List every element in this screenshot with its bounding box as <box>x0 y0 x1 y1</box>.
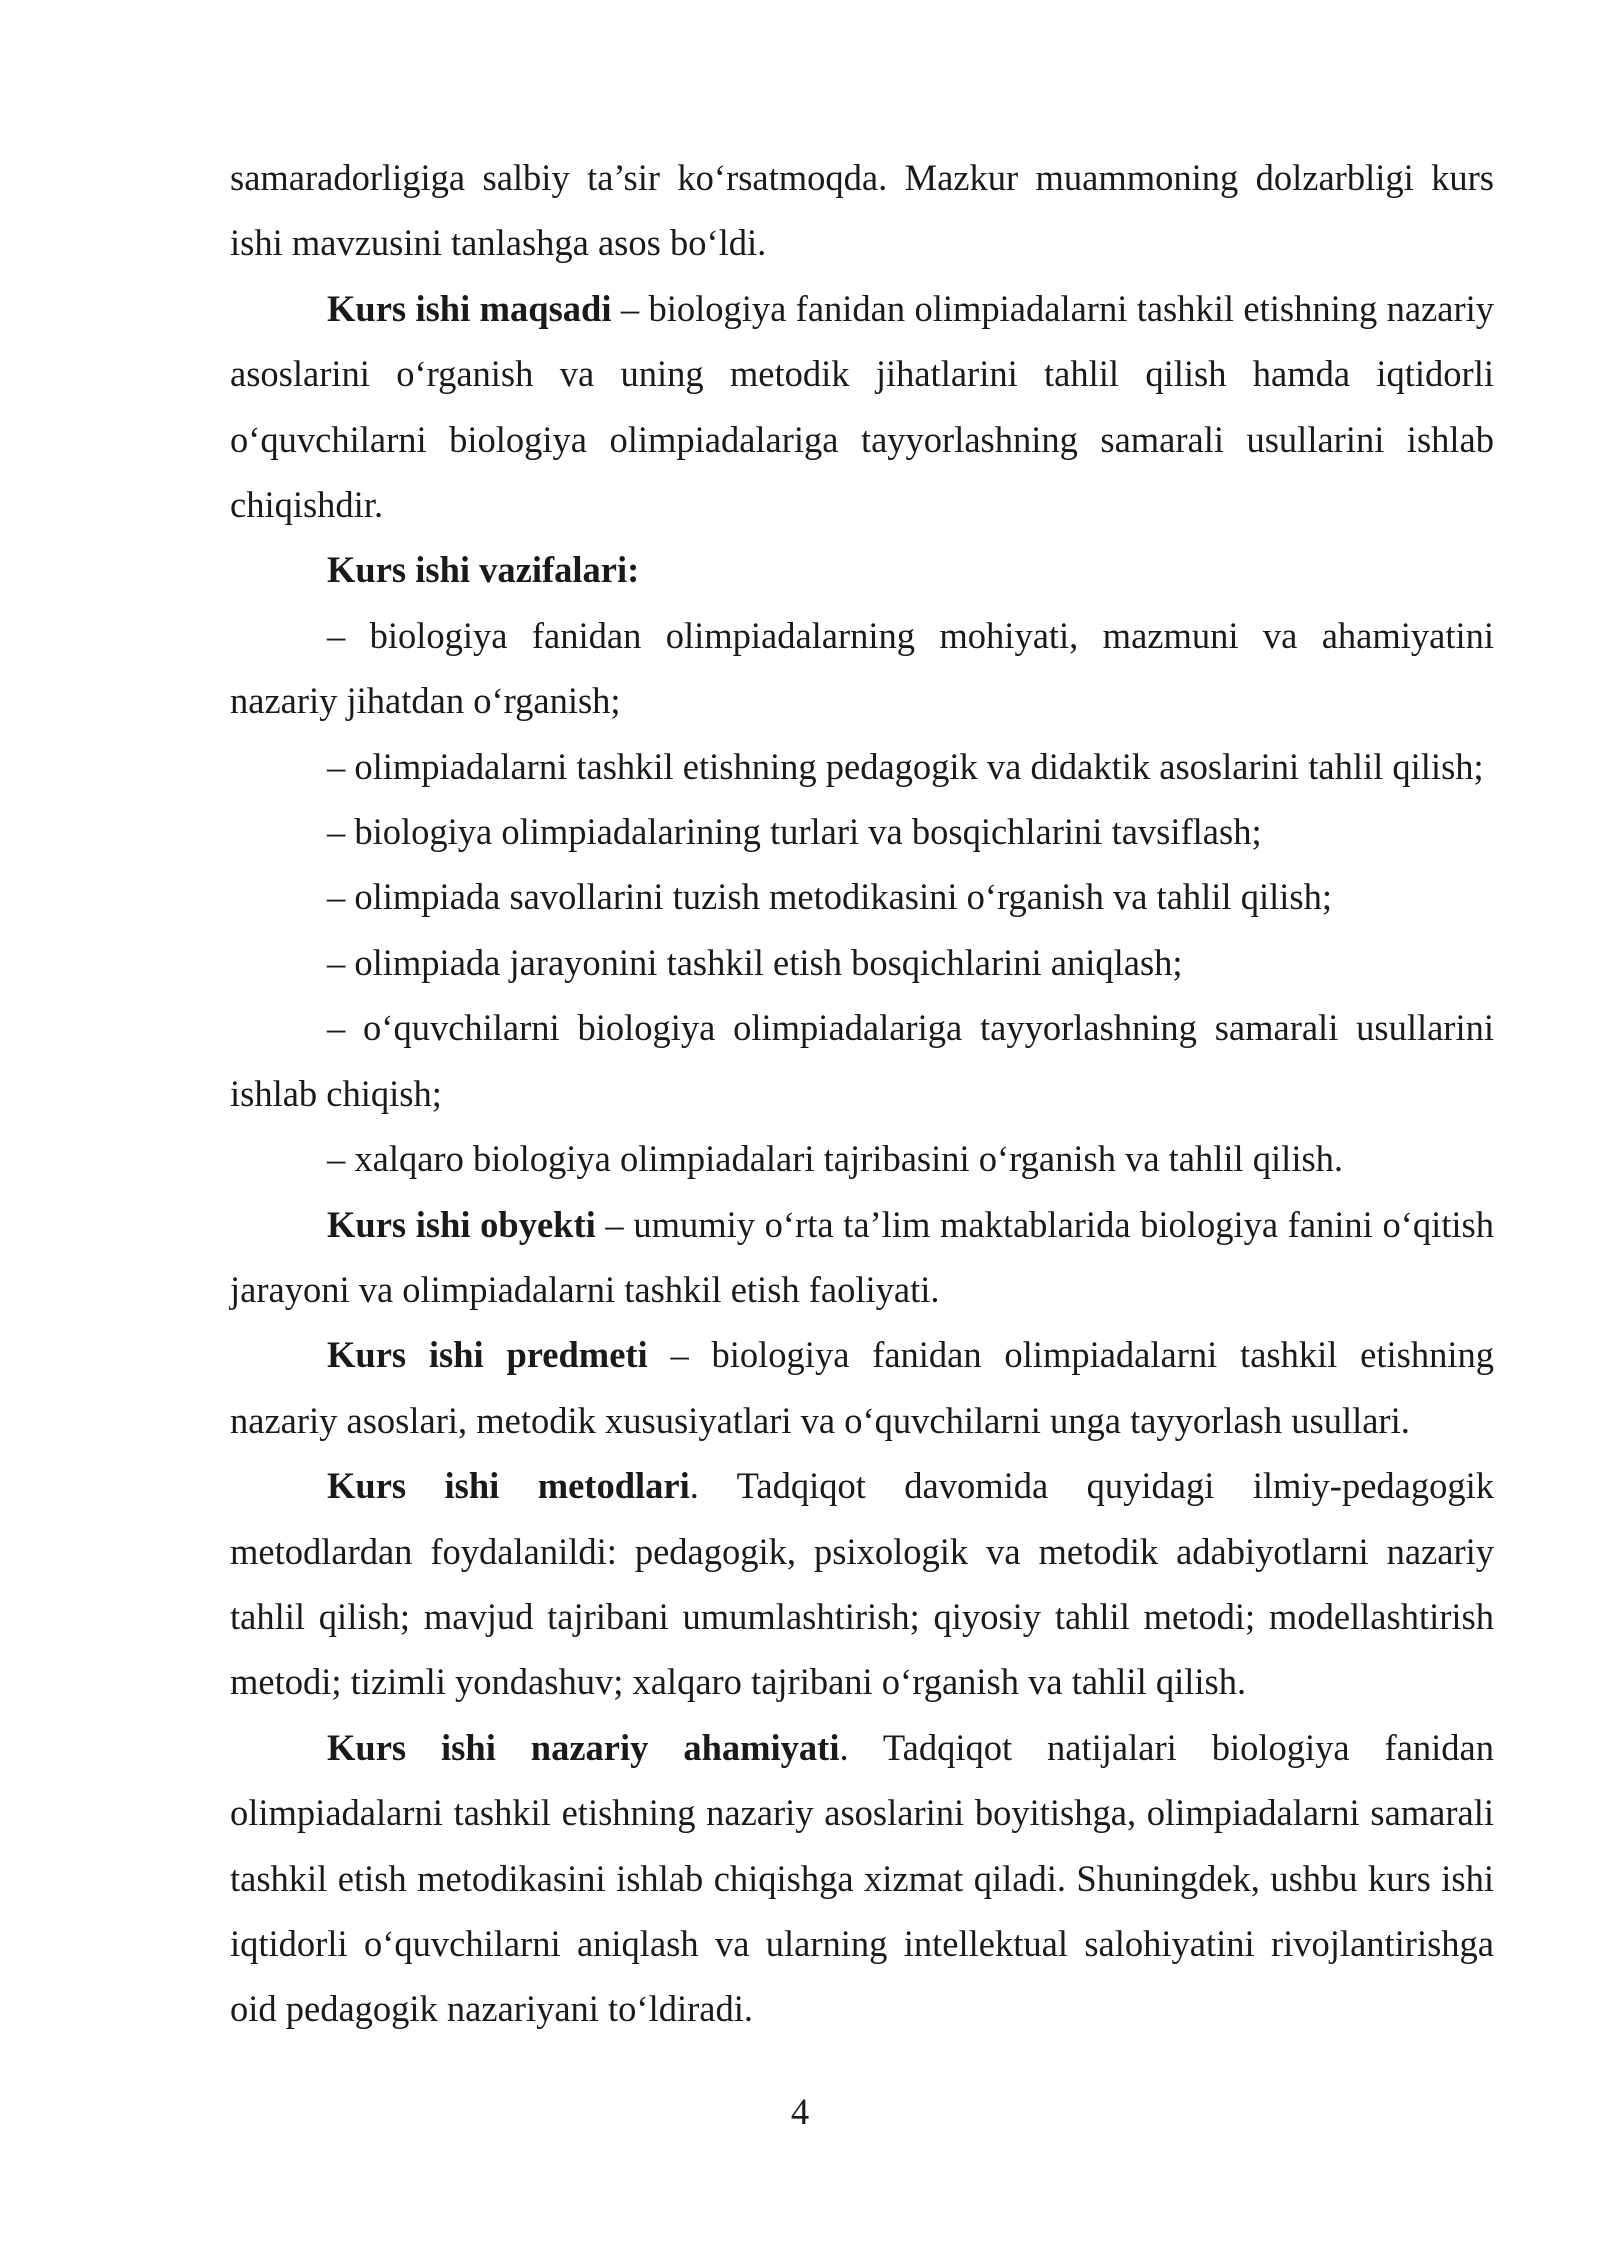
page-number: 4 <box>790 2091 810 2132</box>
subject-paragraph <box>230 1322 1494 1453</box>
task-item: – biologiya fanidan olimpiadalarning mohiyati, mazmuni va ahamiyatini nazariy jihatdan o‘rganish; <box>230 614 1494 722</box>
object-heading: Kurs ishi obyekti <box>327 1203 596 1245</box>
significance-paragraph <box>230 1715 1494 2042</box>
tasks-heading-label: Kurs ishi vazifalari: <box>327 549 640 591</box>
methods-text: . Tadqiqot davomida quyidagi ilmiy-pedagogik metodlardan foydalanildi: pedagogik, psixologik va metodik adabiyotlarni nazariy tahlil qilish; mavjud tajribani umumlashtirish; qiyosiy tahlil metodi; modellashtirish metodi; tizimli yondashuv; xalqaro tajribani o‘rganish va tahlil qilish. <box>230 1465 1494 1703</box>
object-text: – umumiy o‘rta ta’lim maktablarida biologiya fanini o‘qitish jarayoni va olimpiadalarni tashkil etish faoliyati. <box>230 1203 1494 1310</box>
subject-heading: Kurs ishi predmeti <box>327 1334 648 1376</box>
task-item: – olimpiada savollarini tuzish metodikasini o‘rganish va tahlil qilish; <box>327 876 1332 918</box>
task-item: – olimpiadalarni tashkil etishning pedagogik va didaktik asoslarini tahlil qilish; <box>327 745 1484 787</box>
task-item: – olimpiada jarayonini tashkil etish bosqichlarini aniqlash; <box>327 941 1183 983</box>
intro-paragraph: samaradorligiga salbiy ta’sir ko‘rsatmoqda. Mazkur muammoning dolzarbligi kurs ishi mavzusini tanlashga asos bo‘ldi. <box>230 157 1494 264</box>
task-item: – xalqaro biologiya olimpiadalari tajribasini o‘rganish va tahlil qilish. <box>327 1138 1344 1180</box>
significance-heading: Kurs ishi nazariy ahamiyati <box>327 1726 840 1768</box>
task-item: – o‘quvchilarni biologiya olimpiadalariga tayyorlashning samarali usullarini ishlab chiqish; <box>230 1007 1494 1114</box>
goal-text: – biologiya fanidan olimpiadalarni tashkil etishning nazariy asoslarini o‘rganish va uning metodik jihatlarini tahlil qilish hamda iqtidorli o‘quvchilarni biologiya olimpiadalariga tayyorlashning samarali usullarini ishlab chiqishdir. <box>230 287 1494 526</box>
goal-paragraph <box>230 276 1494 538</box>
tasks-heading <box>230 537 1494 602</box>
subject-text: – biologiya fanidan olimpiadalarni tashkil etishning nazariy asoslari, metodik xususiyatlari va o‘quvchilarni unga tayyorlash usullari. <box>230 1334 1495 1441</box>
goal-heading: Kurs ishi maqsadi <box>327 287 612 329</box>
document-page <box>230 145 1494 2042</box>
methods-paragraph <box>230 1453 1494 1715</box>
methods-heading: Kurs ishi metodlari <box>327 1465 690 1507</box>
object-paragraph <box>230 1192 1494 1323</box>
significance-text: . Tadqiqot natijalari biologiya fanidan olimpiadalarni tashkil etishning nazariy asoslarini boyitishga, olimpiadalarni samarali tashkil etish metodikasini ishlab chiqishga xizmat qiladi. Shuningdek, ushbu kurs ishi iqtidorli o‘quvchilarni aniqlash va ularning intellektual salohiyatini rivojlantirishga oid pedagogik nazariyani to‘ldiradi. <box>230 1726 1494 2030</box>
task-item: – biologiya olimpiadalarining turlari va bosqichlarini tavsiflash; <box>327 811 1262 853</box>
